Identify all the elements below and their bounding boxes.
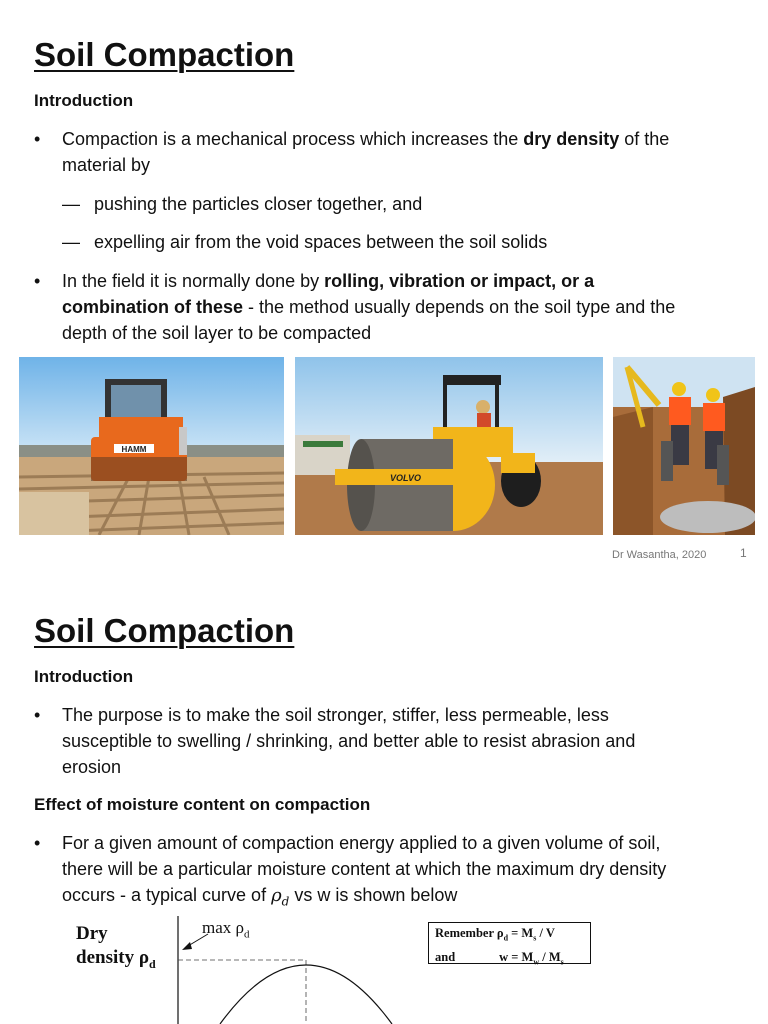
slide-title: Soil Compaction — [34, 612, 295, 649]
page-number: 1 — [740, 546, 747, 560]
compaction-curve-graph — [70, 916, 410, 1024]
photo-trench-rammers — [613, 357, 755, 535]
bullet-marker: • — [34, 705, 41, 725]
slide-title: Soil Compaction — [34, 36, 295, 73]
slide-2: Soil Compaction Introduction • The purpose is to make the soil stronger, stiffer, less permeable, less susceptible to swelling / shrinking, and better able to resist abrasion and erosion Effect of moisture content on compaction • For a given amount of compaction energy applied to a given volume of soil, there will be a particular moisture content at which the maximum dry density occurs - a typical curve of $\rho_d$ vs w is shown below Dry density $\rho_d$ $\max \rho_d$ Remember $\rho_d = M_s / V$ and $w = M_w / M_s$ — [0, 588, 768, 1024]
graph-y-axis-label: Dry density $\rho_d$ — [76, 923, 156, 971]
bullet-marker: • — [34, 129, 41, 149]
graph-max-density-label: $\max \rho_d$ — [202, 918, 250, 941]
slide-separator — [0, 576, 768, 588]
slide-subtitle: Introduction — [34, 667, 134, 686]
remember-formula-box: Remember $\rho_d = M_s / V$ and $w = M_w / M_s$ — [428, 922, 591, 964]
slide-1: Soil Compaction Introduction • Compaction is a mechanical process which increases the dry density of the material by — pushing the particles closer together, and — expelling air from the void spaces between the soil solids • In the field it is normally done by rolling, vibration or impact, or a combination of these - the method usually depends on the soil type and the depth of the soil layer to be compacted HAMM VOLVO Dr Wasantha, 2020 1 — [0, 0, 768, 576]
volvo-logo-text: VOLVO — [390, 473, 422, 483]
slide-subtitle: Introduction — [34, 91, 134, 110]
photo-hamm-roller — [19, 357, 284, 535]
hamm-logo-text: HAMM — [121, 445, 147, 454]
section-heading-moisture: Effect of moisture content on compaction — [34, 795, 371, 814]
photo-volvo-roller — [295, 357, 603, 535]
bullet-marker: • — [34, 833, 41, 853]
bullet-marker: • — [34, 271, 41, 291]
footer-author: Dr Wasantha, 2020 — [612, 549, 707, 561]
